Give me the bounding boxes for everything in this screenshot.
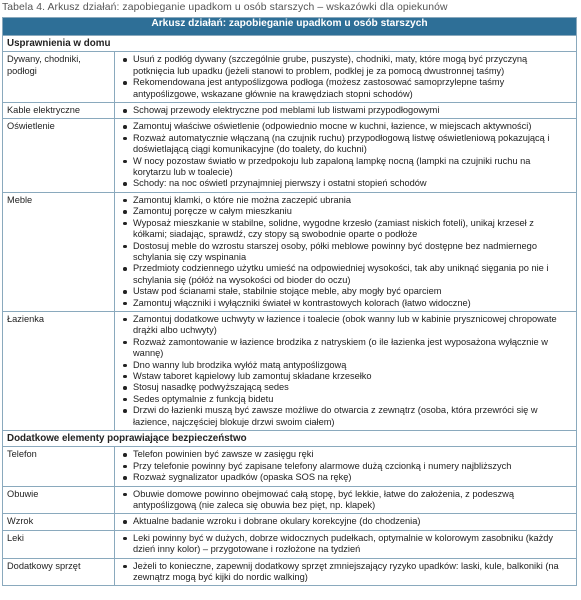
table-title: Arkusz działań: zapobieganie upadkom u osób starszych (3, 18, 577, 36)
list-item: Rozważ sygnalizator upadków (opaska SOS na rękę) (121, 472, 570, 483)
section-heading: Dodatkowe elementy poprawiające bezpieczeństwo (3, 431, 577, 447)
recommendation-list (121, 195, 570, 309)
table-row (3, 192, 577, 311)
category-cell: Dodatkowy sprzęt (3, 558, 115, 586)
recommendation-list (121, 121, 570, 189)
list-item: Ustaw pod ścianami stałe, stabilnie stojące meble, aby mogły być oparciem (121, 286, 570, 297)
recommendation-list (121, 561, 570, 584)
list-item: Przedmioty codziennego użytku umieść na odpowiedniej wysokości, tak aby uniknąć sięgania po nie i schylania się (półóż na wysokości od bioder do oczu) (121, 263, 570, 286)
table-row (3, 103, 577, 119)
section-header-row (3, 36, 577, 52)
list-item: Przy telefonie powinny być zapisane telefony alarmowe dużą czcionką i numery najbliższych (121, 461, 570, 472)
table-row (3, 447, 577, 486)
category-cell: Wzrok (3, 514, 115, 530)
list-item: Rozważ automatycznie włączaną (na czujnik ruchu) przypodłogową listwę oświetleniową pokazującą i doświetlającą ciągi komunikacyjne (do toalety, do kuchni) (121, 133, 570, 156)
table-title-row (3, 18, 577, 36)
category-cell: Kable elektryczne (3, 103, 115, 119)
recommendations-cell (115, 192, 577, 311)
category-cell: Meble (3, 192, 115, 311)
list-item: Wstaw taboret kąpielowy lub zamontuj składane krzesełko (121, 371, 570, 382)
table-row (3, 311, 577, 430)
recommendation-list (121, 105, 570, 116)
category-cell: Dywany, chodniki, podłogi (3, 52, 115, 103)
table-row (3, 530, 577, 558)
list-item: Schody: na noc oświetl przynajmniej pierwszy i ostatni stopień schodów (121, 178, 570, 189)
list-item: Zamontuj włączniki i wyłączniki świateł w kontrastowych kolorach (łatwo widoczne) (121, 298, 570, 309)
list-item: Drzwi do łazienki muszą być zawsze możliwe do otwarcia z zewnątrz (osoba, która przewróci się w łazience, najczęściej blokuje drzwi swoim ciałem) (121, 405, 570, 428)
recommendation-list (121, 489, 570, 512)
table-body (3, 18, 577, 586)
table-row (3, 52, 577, 103)
action-sheet-table (2, 17, 577, 586)
list-item: W nocy pozostaw światło w przedpokoju lub zapaloną lampkę nocną (lampki na czujniki ruchu na korytarzu lub w toalecie) (121, 156, 570, 179)
recommendation-list (121, 516, 570, 527)
recommendations-cell (115, 530, 577, 558)
table-row (3, 119, 577, 192)
list-item: Wyposaż mieszkanie w stabilne, solidne, wygodne krzesło (zamiast niskich foteli), unikaj krzeseł z kółkami; siadając, sprawdź, czy stopy są swobodnie oparte o podłoże (121, 218, 570, 241)
list-item: Dostosuj meble do wzrostu starszej osoby, półki meblowe powinny być dostępne bez nadmiernego schylania się czy wspinania (121, 241, 570, 264)
recommendation-list (121, 533, 570, 556)
list-item: Zamontuj dodatkowe uchwyty w łazience i toalecie (obok wanny lub w kabinie prysznicowej chropowate drążki albo uchwyty) (121, 314, 570, 337)
list-item: Stosuj nasadkę podwyższającą sedes (121, 382, 570, 393)
list-item: Obuwie domowe powinno obejmować całą stopę, być lekkie, łatwe do założenia, z podeszwą antypoślizgową (nie zaleca się obuwia bez pięt, np. klapek) (121, 489, 570, 512)
list-item: Telefon powinien być zawsze w zasięgu ręki (121, 449, 570, 460)
table-caption: Tabela 4. Arkusz działań: zapobieganie upadkom u osób starszych – wskazówki dla opiekunów (2, 2, 448, 13)
list-item: Leki powinny być w dużych, dobrze widocznych pudełkach, optymalnie w kolorowym zasobniku (każdy dzień inny kolor) – przygotowane i rozłożone na tydzień (121, 533, 570, 556)
category-cell: Łazienka (3, 311, 115, 430)
table-row (3, 558, 577, 586)
list-item: Rozważ zamontowanie w łazience brodzika z natryskiem (o ile łazienka jest wyposażona wyłącznie w wannę) (121, 337, 570, 360)
recommendations-cell (115, 486, 577, 514)
section-header-row (3, 431, 577, 447)
list-item: Aktualne badanie wzroku i dobrane okulary korekcyjne (do chodzenia) (121, 516, 570, 527)
recommendations-cell (115, 558, 577, 586)
list-item: Zamontuj właściwe oświetlenie (odpowiednio mocne w kuchni, łazience, w miejscach aktywności) (121, 121, 570, 132)
recommendations-cell (115, 52, 577, 103)
category-cell: Obuwie (3, 486, 115, 514)
category-cell: Leki (3, 530, 115, 558)
recommendations-cell (115, 311, 577, 430)
list-item: Jeżeli to konieczne, zapewnij dodatkowy sprzęt zmniejszający ryzyko upadków: laski, kule, balkoniki (na zewnątrz mogą być kijki do nordic walking) (121, 561, 570, 584)
list-item: Zamontuj klamki, o które nie można zaczepić ubrania (121, 195, 570, 206)
recommendations-cell (115, 514, 577, 530)
list-item: Usuń z podłóg dywany (szczególnie grube, puszyste), chodniki, maty, które mogą być przyczyną potknięcia lub upadku (jeżeli stanowi to problem, podklej je za pomocą dwustronnej taśmy) (121, 54, 570, 77)
recommendations-cell (115, 119, 577, 192)
category-cell: Oświetlenie (3, 119, 115, 192)
recommendation-list (121, 54, 570, 100)
section-heading: Usprawnienia w domu (3, 36, 577, 52)
list-item: Rekomendowana jest antypoślizgowa podłoga (możesz zastosować samoprzylepne taśmy antypoślizgowe, wskazane głównie na krawędziach stopni schodów) (121, 77, 570, 100)
recommendation-list (121, 314, 570, 428)
recommendations-cell (115, 447, 577, 486)
list-item: Sedes optymalnie z funkcją bidetu (121, 394, 570, 405)
category-cell: Telefon (3, 447, 115, 486)
list-item: Dno wanny lub brodzika wyłóż matą antypoślizgową (121, 360, 570, 371)
recommendations-cell (115, 103, 577, 119)
list-item: Zamontuj poręcze w całym mieszkaniu (121, 206, 570, 217)
list-item: Schowaj przewody elektryczne pod meblami lub listwami przypodłogowymi (121, 105, 570, 116)
recommendation-list (121, 449, 570, 483)
table-row (3, 514, 577, 530)
table-row (3, 486, 577, 514)
